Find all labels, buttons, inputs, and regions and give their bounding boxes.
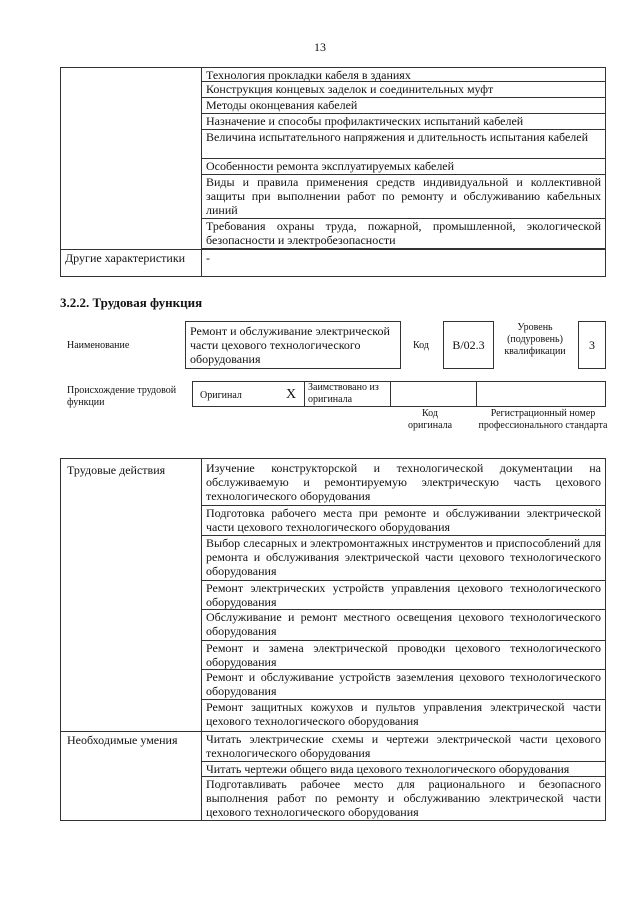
table-row: Выбор слесарных и электромонтажных инструментов и приспособлений для ремонта и обслуживания электрической части цехового технологического оборудования [202,536,605,581]
borrowed-label: Заимствовано из оригинала [308,382,379,405]
origin-label: Происхождение трудовой функции [67,385,177,408]
qualification-level-label: Уровень (подуровень) квалификации [504,322,566,357]
table-row: Величина испытательного напряжения и длительность испытания кабелей [202,130,605,159]
code-original-cell [391,382,477,406]
knowledge-table [60,67,606,277]
code-label: Код [413,340,429,351]
table-row: Читать чертежи общего вида цехового технологического оборудования [202,762,605,777]
original-label: Оригинал [200,390,242,401]
other-characteristics-value: - [206,251,210,265]
table-row: Ремонт и замена электрической проводки цехового технологического оборудования [202,641,605,670]
table-row: Технология прокладки кабеля в зданиях [202,68,605,82]
table-row: Ремонт электрических устройств управления цехового технологического оборудования [202,581,605,610]
table-row: Конструкция концевых заделок и соединительных муфт [202,82,605,98]
original-mark: X [286,387,297,402]
table-row: Подготовка рабочего места при ремонте и обслуживании электрической части цехового технологического оборудования [202,506,605,536]
reg-number-label: Регистрационный номер профессионального стандарта [478,408,608,431]
table-row: Обслуживание и ремонт местного освещения цехового технологического оборудования [202,610,605,641]
table-row: Требования охраны труда, пожарной, промышленной, экологической безопасности и электробезопасности [202,219,605,249]
origin-row [192,381,606,407]
labor-actions-label: Трудовые действия [67,463,166,477]
skills-label: Необходимые умения [67,733,178,747]
table-row: Читать электрические схемы и чертежи электрической части цехового технологического оборудования [202,732,605,762]
table-row: Подготавливать рабочее место для рационального и безопасного выполнения работ по ремонту и обслуживанию электрической части цехового технологического оборудования [206,777,601,819]
labor-actions-table [60,458,606,821]
other-characteristics-label: Другие характеристики [65,251,186,265]
reg-number-cell [477,382,605,406]
table-row: Назначение и способы профилактических испытаний кабелей [202,114,605,130]
table-row: Методы оконцевания кабелей [202,98,605,114]
function-name-value: Ремонт и обслуживание электрической части цехового технологического оборудования [185,321,401,369]
row-divider [61,249,605,250]
code-original-label: Код оригинала [407,408,453,431]
table-row: Виды и правила применения средств индивидуальной и коллективной защиты при выполнении работ по ремонту и обслуживанию кабельных линий [202,175,605,219]
qualification-level-value: 3 [578,321,606,369]
code-value: B/02.3 [443,321,494,369]
table-row: Изучение конструкторской и технологической документации на обслуживаемую и ремонтируемую электрическую часть цехового технологического оборудования [202,459,605,506]
table-row: Особенности ремонта эксплуатируемых кабелей [202,159,605,175]
table-row: Ремонт и обслуживание устройств заземления цехового технологического оборудования [202,670,605,700]
table-row: Ремонт защитных кожухов и пультов управления электрической части цехового технологического оборудования [206,700,601,728]
name-label: Наименование [67,340,130,351]
section-title: 3.2.2. Трудовая функция [60,295,203,310]
page-number: 13 [314,40,326,54]
